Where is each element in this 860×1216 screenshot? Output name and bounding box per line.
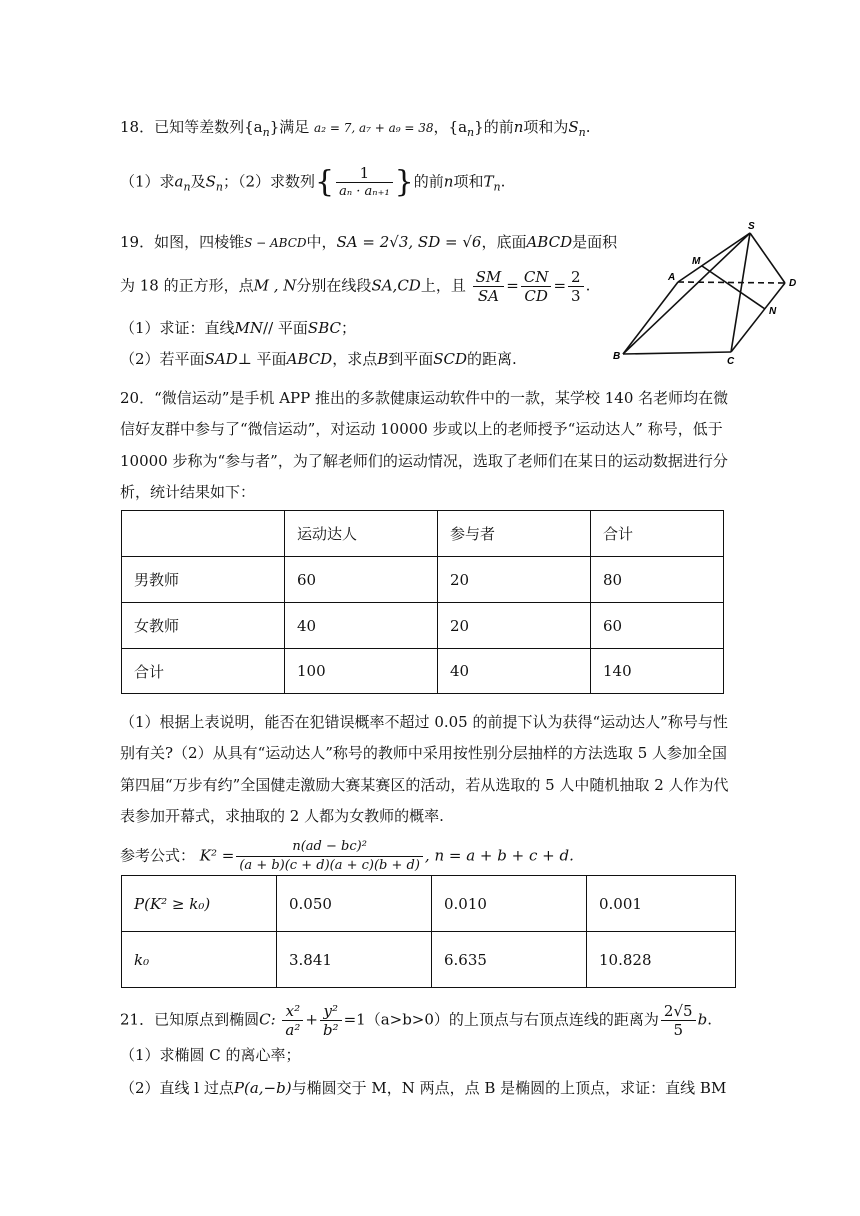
q19-part1-mn: MN bbox=[234, 319, 264, 337]
formula-label: 参考公式： bbox=[120, 846, 196, 865]
q18-statement bbox=[120, 116, 591, 144]
q18-part2-T: T bbox=[483, 172, 494, 191]
q20-part-line1: （1）根据上表说明，能否在犯错误概率不超过 0.05 的前提下认为获得“运动达人”称号与性 bbox=[120, 713, 728, 731]
left-brace-icon: { bbox=[315, 164, 335, 200]
table-cell: 80 bbox=[591, 557, 724, 603]
q20-reference-table bbox=[121, 875, 736, 988]
table-cell: 60 bbox=[591, 603, 724, 649]
q19-part2-B: B bbox=[377, 350, 389, 368]
formula-den: (a + b)(c + d)(a + c)(b + d) bbox=[239, 858, 420, 873]
q19-part1-a: （1）求证：直线 bbox=[120, 319, 235, 337]
edge-SD bbox=[750, 233, 785, 283]
q21-point-P: P(a,−b) bbox=[233, 1079, 292, 1097]
q19-base: ABCD bbox=[526, 233, 573, 251]
q20-line3: 10000 步称为“参与者”，为了解老师们的运动情况，选取了老师们在某日的运动数据进行分 bbox=[120, 452, 728, 470]
q20-part-line4: 表参加开幕式，求抽取的 2 人都为女教师的概率. bbox=[120, 807, 444, 825]
q21-line1-a: 21．已知原点到椭圆 bbox=[120, 1010, 260, 1029]
q18-part1-S-sub: n bbox=[215, 180, 223, 194]
right-brace-icon: } bbox=[394, 164, 414, 200]
q19-frac3-num: 2 bbox=[568, 268, 584, 287]
table-cell: 合计 bbox=[591, 511, 724, 557]
q21-part2 bbox=[120, 1077, 726, 1099]
formula-num: n(ad − bc)² bbox=[236, 838, 423, 857]
q19-part2-sad: SAD bbox=[204, 350, 238, 368]
q21-frac3-num: 2√5 bbox=[661, 1002, 696, 1021]
q20-formula bbox=[120, 838, 574, 875]
table-cell: 0.010 bbox=[432, 876, 587, 932]
q18-condition: a₂ = 7, a₇ + a₉ = 38 bbox=[314, 121, 434, 135]
table-cell: 男教师 bbox=[122, 557, 285, 603]
q19-frac3-den: 3 bbox=[571, 287, 581, 305]
q18-part1-S: S bbox=[205, 172, 216, 191]
q20-line1: 20．“微信运动”是手机 APP 推出的多款健康运动软件中的一款，某学校 140 名老师均在微 bbox=[120, 389, 729, 407]
table-row bbox=[122, 932, 736, 988]
formula-tail: , n = a + b + c + d. bbox=[424, 846, 574, 865]
edge-BC bbox=[623, 352, 731, 354]
q19-part1 bbox=[120, 317, 356, 339]
q20-part-line3: 第四届“万步有约”全国健走激励大赛某赛区的活动，若从选取的 5 人中随机抽取 2 人作为代 bbox=[120, 776, 729, 794]
q18-frac-den: aₙ · aₙ₊₁ bbox=[339, 184, 390, 199]
table-cell: 40 bbox=[438, 649, 591, 694]
q19-eq-2: = bbox=[553, 276, 567, 295]
q21-frac1-den: a² bbox=[285, 1021, 301, 1039]
table-cell: 140 bbox=[591, 649, 724, 694]
q18-part1-label: （1）求 bbox=[120, 172, 175, 191]
q19-part1-sbc: SBC bbox=[307, 319, 341, 337]
q19-segments: SA,CD bbox=[371, 276, 421, 295]
q21-frac-x bbox=[282, 1002, 303, 1039]
q19-frac-sm-sa bbox=[473, 268, 505, 305]
q19-eq-1: = bbox=[506, 276, 519, 295]
q20-line2: 信好友群中参与了“微信运动”，对运动 10000 步或以上的老师授予“运动达人” 称号，低于 bbox=[120, 420, 723, 438]
q18-text-e: 项和为 bbox=[523, 118, 569, 136]
table-cell: 20 bbox=[438, 557, 591, 603]
table-cell: 参与者 bbox=[438, 511, 591, 557]
q19-part2-abcd: ABCD bbox=[286, 350, 333, 368]
q21-plus: + bbox=[305, 1010, 318, 1029]
q18-S-sub: n bbox=[578, 126, 586, 139]
q18-n: n bbox=[513, 118, 524, 136]
q18-text-a: 已知等差数列 bbox=[154, 118, 245, 136]
segment-MN bbox=[702, 266, 765, 309]
q21-part2-a: （2）直线 l 过点 bbox=[120, 1079, 234, 1097]
pyramid-figure bbox=[605, 218, 815, 370]
q21-line1 bbox=[120, 1002, 712, 1039]
table-cell: 60 bbox=[285, 557, 438, 603]
q18-part2-text2: 项和 bbox=[453, 172, 484, 191]
q18-seq-2: $\{a_n\}$ bbox=[448, 118, 484, 139]
table-cell bbox=[122, 511, 285, 557]
q19-part1-end: ； bbox=[340, 319, 356, 337]
q19-frac1-den: SA bbox=[477, 287, 499, 305]
q18-text-b: 满足 bbox=[279, 118, 310, 136]
q18-part1-and: 及 bbox=[190, 172, 206, 191]
q18-part2-T-sub: n bbox=[493, 180, 501, 194]
q20-part-line2: 别有关?（2）从具有“运动达人”称号的教师中采用按性别分层抽样的方法选取 5 人参加全国 bbox=[120, 744, 728, 762]
q18-part1-a: a bbox=[174, 172, 184, 191]
q18-number: 18． bbox=[120, 118, 155, 136]
q19-condition: SA = 2√3, SD = √6 bbox=[336, 233, 482, 251]
q18-part2-end: . bbox=[500, 172, 506, 191]
q19-part2-c: 到平面 bbox=[388, 350, 434, 368]
q20-line4: 析，统计结果如下： bbox=[120, 483, 256, 501]
table-cell: k₀ bbox=[122, 932, 277, 988]
table-cell: 0.050 bbox=[277, 876, 432, 932]
q19-pyramid: S − ABCD bbox=[244, 236, 307, 250]
q18-parts bbox=[120, 164, 505, 201]
label-A: A bbox=[668, 272, 676, 283]
edge-CD bbox=[731, 283, 785, 352]
table-cell: 3.841 bbox=[277, 932, 432, 988]
q21-line1-end: . bbox=[707, 1010, 712, 1029]
label-D: D bbox=[789, 278, 797, 289]
q19-line1-d: 是面积 bbox=[572, 233, 618, 251]
q19-frac1-num: SM bbox=[473, 268, 505, 287]
table-cell: 100 bbox=[285, 649, 438, 694]
q19-part1-b: // 平面 bbox=[263, 319, 308, 337]
formula-fraction bbox=[236, 838, 423, 875]
table-cell: 40 bbox=[285, 603, 438, 649]
q21-frac2-num: y² bbox=[320, 1002, 342, 1021]
table-row bbox=[122, 603, 724, 649]
table-cell: 6.635 bbox=[432, 932, 587, 988]
table-cell: 女教师 bbox=[122, 603, 285, 649]
q21-part2-b: 与椭圆交于 M，N 两点，点 B 是椭圆的上顶点，求证：直线 BM bbox=[291, 1079, 727, 1097]
label-N: N bbox=[769, 306, 777, 317]
q21-frac3-den: 5 bbox=[673, 1021, 684, 1039]
q18-part2-label: （2）求数列 bbox=[238, 172, 316, 191]
q19-part2-scd: SCD bbox=[433, 350, 468, 368]
q19-line1-a: 19．如图，四棱锥 bbox=[120, 233, 245, 251]
table-row bbox=[122, 557, 724, 603]
q19-line2 bbox=[120, 268, 590, 305]
q19-frac-2-3 bbox=[568, 268, 584, 305]
label-M: M bbox=[692, 256, 701, 267]
table-cell: 运动达人 bbox=[285, 511, 438, 557]
q18-seq: $\{a_n\}$ bbox=[244, 118, 280, 139]
table-row bbox=[122, 876, 736, 932]
q18-fraction bbox=[336, 164, 393, 201]
q19-line1 bbox=[120, 231, 617, 254]
q18-text-d: 的前 bbox=[483, 118, 514, 136]
edge-SB bbox=[623, 233, 750, 354]
q19-part2 bbox=[120, 348, 517, 370]
q19-line1-c: ，底面 bbox=[481, 233, 527, 251]
q19-line2-b: 分别在线段 bbox=[296, 276, 372, 295]
q21-b: b bbox=[697, 1010, 708, 1029]
table-cell: 合计 bbox=[122, 649, 285, 694]
q19-part2-a: （2）若平面 bbox=[120, 350, 205, 368]
q21-frac1-num: x² bbox=[282, 1002, 303, 1021]
q18-part1-a-sub: n bbox=[183, 180, 191, 194]
q19-line2-a: 为 18 的正方形，点 bbox=[120, 276, 254, 295]
formula-lhs: K² = bbox=[199, 846, 235, 865]
q19-points: M , N bbox=[253, 276, 297, 295]
table-cell: 20 bbox=[438, 603, 591, 649]
q20-data-table bbox=[121, 510, 724, 694]
q18-end: . bbox=[585, 118, 591, 136]
q19-line1-b: 中， bbox=[306, 233, 337, 251]
label-S: S bbox=[748, 221, 755, 232]
label-B: B bbox=[613, 351, 621, 362]
q18-S: S bbox=[568, 118, 579, 136]
q19-frac-cn-cd bbox=[521, 268, 552, 305]
q19-frac2-num: CN bbox=[521, 268, 552, 287]
q21-part1: （1）求椭圆 C 的离心率； bbox=[120, 1046, 301, 1064]
q21-C: C: bbox=[259, 1010, 276, 1029]
q21-frac-y bbox=[320, 1002, 342, 1039]
q21-frac2-den: b² bbox=[322, 1021, 339, 1039]
q21-frac-dist bbox=[661, 1002, 696, 1039]
q19-line2-c: 上，且 bbox=[420, 276, 466, 295]
q19-part2-perp: ⊥ 平面 bbox=[237, 350, 287, 368]
q19-frac2-den: CD bbox=[524, 287, 548, 305]
table-cell: P(K² ≥ k₀) bbox=[122, 876, 277, 932]
q18-part2-n: n bbox=[443, 172, 454, 191]
q19-part2-d: 的距离. bbox=[467, 350, 517, 368]
q18-part1-end: ； bbox=[222, 172, 238, 191]
q19-part2-b: ，求点 bbox=[332, 350, 378, 368]
q21-line1-b: =1（a>b>0）的上顶点与右顶点连线的距离为 bbox=[343, 1010, 659, 1029]
table-cell: 10.828 bbox=[587, 932, 736, 988]
q19-line2-end: . bbox=[585, 276, 591, 295]
table-cell: 0.001 bbox=[587, 876, 736, 932]
table-row bbox=[122, 511, 724, 557]
q18-part2-text: 的前 bbox=[413, 172, 444, 191]
q18-frac-num: 1 bbox=[336, 164, 393, 183]
label-C: C bbox=[727, 356, 735, 367]
edge-AD-hidden bbox=[678, 282, 785, 283]
edge-AB bbox=[623, 282, 678, 354]
table-row bbox=[122, 649, 724, 694]
q18-comma: ， bbox=[433, 118, 449, 136]
